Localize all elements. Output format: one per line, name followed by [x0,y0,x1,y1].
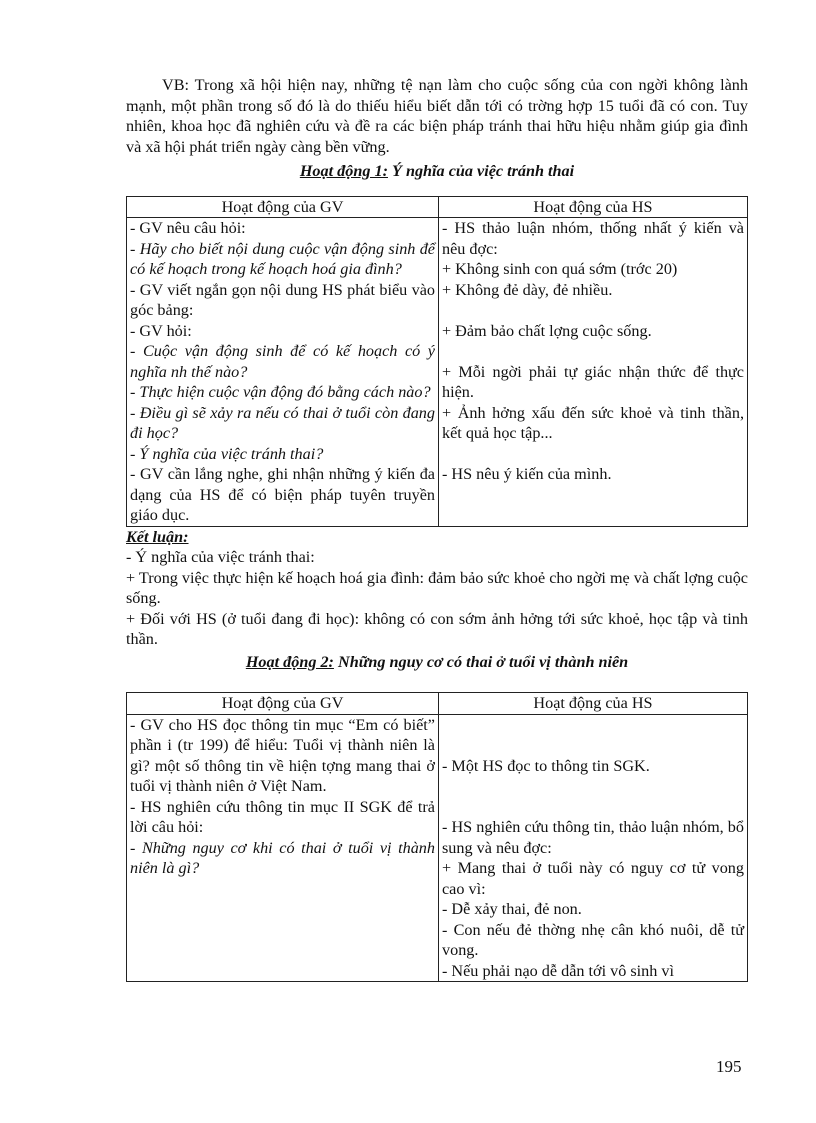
header-gv: Hoạt động của GV [127,196,439,218]
spacer [442,444,744,465]
hs-line: + Mang thai ở tuổi này có nguy cơ tử vong cao vì: [442,859,744,898]
activity2-title: Những nguy cơ có thai ở tuổi vị thành niên [333,652,629,671]
spacer [442,341,744,362]
hs-line: - Con nếu đẻ thờng nhẹ cân khó nuôi, dễ tử vong. [442,920,744,959]
header-gv: Hoạt động của GV [127,693,439,715]
table-header-row [127,693,748,715]
gv-line: - GV viết ngắn gọn nội dung HS phát biểu vào góc bảng: [130,280,435,319]
hs-line: - HS thảo luận nhóm, thống nhất ý kiến và nêu đợc: [442,219,744,258]
spacer [442,735,744,756]
page-number: 195 [716,1057,742,1076]
table-row [127,714,748,982]
gv-line: - GV cho HS đọc thông tin mục “Em có biết” phần i (tr 199) để hiểu: Tuổi vị thành niên là gì? một số thông tin về hiện tợng mang thai ở tuổi vị thành niên ở Việt Nam. [130,715,435,795]
header-hs: Hoạt động của HS [439,196,748,218]
hs-line: + Ảnh hởng xấu đến sức khoẻ và tinh thần, kết quả học tập... [442,403,744,442]
table-header-row [127,196,748,218]
activity2-label: Hoạt động 2: [245,652,334,671]
conclusion-line: + Trong việc thực hiện kế hoạch hoá gia đình: đảm bảo sức khoẻ cho ngời mẹ và chất lợng cuộc sống. [126,568,748,607]
table-row [127,218,748,527]
activity1-table [126,196,748,527]
gv-line: - GV hỏi: [130,321,192,340]
conclusion-title: Kết luận: [126,527,189,546]
hs-line: - Một HS đọc to thông tin SGK. [442,756,650,775]
activity2-table [126,692,748,982]
spacer [442,300,744,321]
activity1-heading [126,161,748,182]
intro-paragraph: VB: Trong xã hội hiện nay, những tệ nạn làm cho cuộc sống của con ngời không lành mạnh, một phần trong số đó là do thiếu hiểu biết dẫn tới có trờng hợp 15 tuổi đã có con. Tuy nhiên, khoa học đã nghiên cứu và đề ra các biện pháp tránh thai hữu hiệu nhằm giúp gia đình và xã hội phát triển ngày càng bền vững. [126,76,748,156]
spacer [442,797,744,818]
page-content [126,75,748,982]
gv-line: - Điều gì sẽ xảy ra nếu có thai ở tuổi còn đang đi học? [130,403,435,442]
hs-cell [439,218,748,527]
activity1-title: Ý nghĩa của việc tránh thai [387,162,575,180]
hs-line: - Dễ xảy thai, đẻ non. [442,900,582,918]
hs-line: - Nếu phải nạo dễ dẫn tới vô sinh vì [442,961,674,980]
hs-line: + Không sinh con quá sớm (trớc 20) [442,260,678,278]
hs-line: + Không đẻ dày, đẻ nhiều. [442,280,613,299]
gv-line: - Những nguy cơ khi có thai ở tuổi vị thành niên là gì? [130,838,435,877]
activity2-heading [126,652,748,673]
gv-line: - GV cần lắng nghe, ghi nhận những ý kiến đa dạng của HS để có biện pháp tuyên truyền giáo dục. [130,465,435,524]
hs-line: + Đảm bảo chất lợng cuộc sống. [442,321,652,340]
spacer [442,776,744,797]
header-hs: Hoạt động của HS [439,693,748,715]
gv-line: - HS nghiên cứu thông tin mục II SGK để trả lời câu hỏi: [130,797,435,836]
hs-line: - HS nêu ý kiến của mình. [442,465,612,483]
hs-cell [439,714,748,982]
hs-line: + Mỗi ngời phải tự giác nhận thức để thực hiện. [442,362,744,401]
gv-line: - GV nêu câu hỏi: [130,219,246,237]
gv-line: - Cuộc vận động sinh để có kế hoạch có ý nghĩa nh thế nào? [130,342,435,381]
gv-cell [127,218,439,527]
activity1-label: Hoạt động 1: [299,162,388,180]
gv-line: - Ý nghĩa của việc tránh thai? [130,444,324,463]
hs-line: - HS nghiên cứu thông tin, thảo luận nhóm, bổ sung và nêu đợc: [442,818,744,857]
gv-line: - Thực hiện cuộc vận động đó bằng cách nào? [130,383,431,401]
conclusion-line: + Đối với HS (ở tuổi đang đi học): không có con sớm ảnh hởng tới sức khoẻ, học tập và tinh thần. [126,609,748,648]
conclusion-line: - Ý nghĩa của việc tránh thai: [126,548,315,566]
gv-line: - Hãy cho biết nội dung cuộc vận động sinh để có kế hoạch trong kế hoạch hoá gia đình? [130,239,435,278]
spacer [442,715,744,736]
gv-cell [127,714,439,982]
